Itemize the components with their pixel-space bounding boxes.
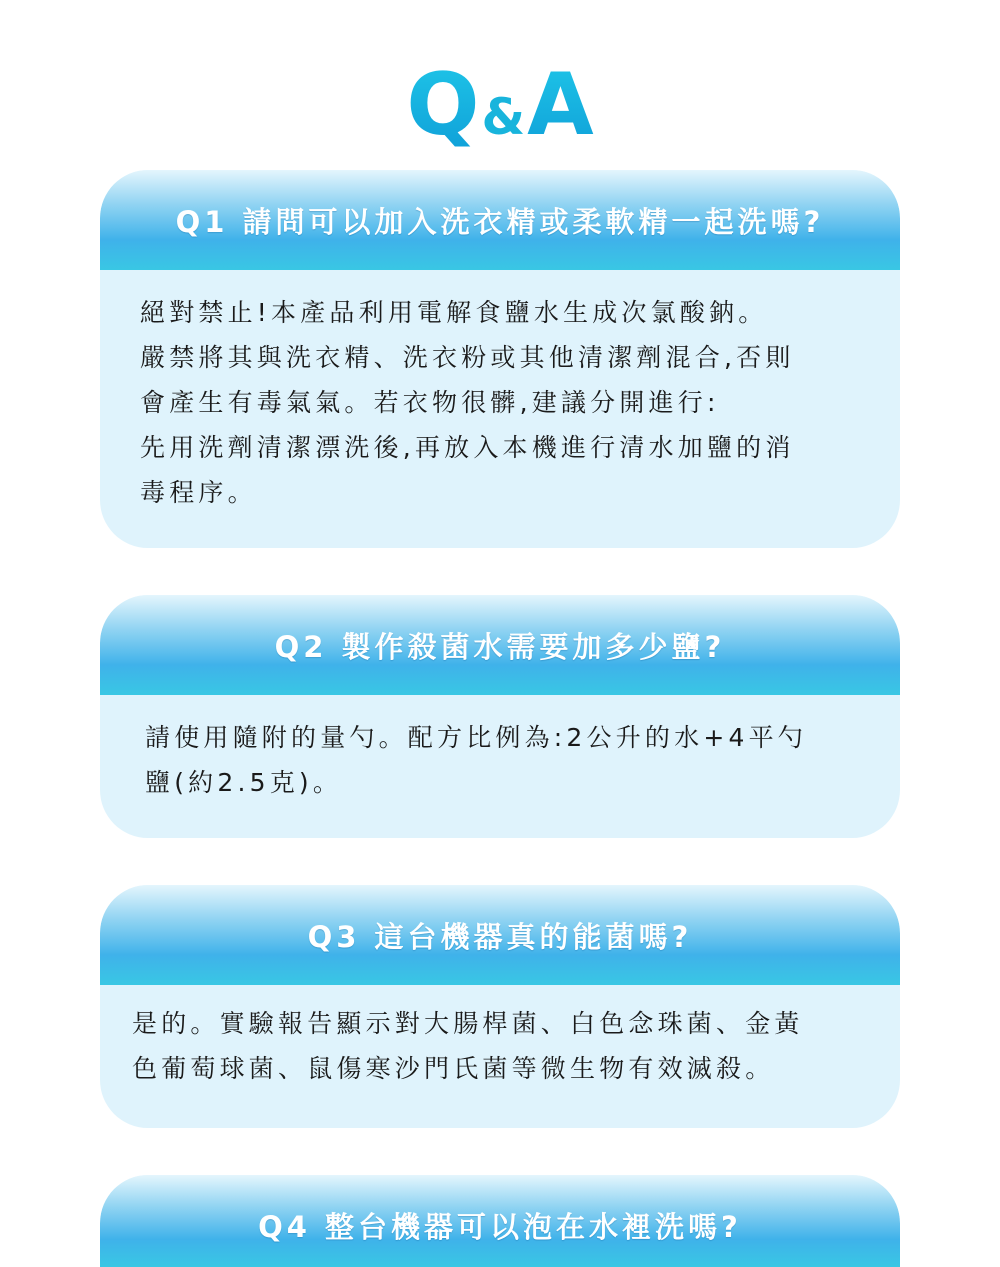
answer-line: 鹽(約2.5克)。 xyxy=(145,768,343,797)
faq-question-header xyxy=(100,1175,900,1267)
answer-line: 色葡萄球菌、鼠傷寒沙門氏菌等微生物有效滅殺。 xyxy=(132,1054,775,1083)
faq-question: Q3 這台機器真的能菌嗎? xyxy=(307,919,693,954)
title-a: A xyxy=(527,55,594,155)
answer-line: 絕對禁止!本產品利用電解食鹽水生成次氯酸鈉。 xyxy=(140,298,768,327)
faq-question-header xyxy=(100,595,900,695)
faq-card-3 xyxy=(100,885,900,1128)
title-ampersand: & xyxy=(481,88,526,146)
faq-card-4 xyxy=(100,1175,900,1267)
answer-line: 毒程序。 xyxy=(140,478,257,507)
qa-title xyxy=(0,55,1000,155)
answer-line: 嚴禁將其與洗衣精、洗衣粉或其他清潔劑混合,否則 xyxy=(140,343,795,372)
faq-answer xyxy=(100,695,900,805)
title-q: Q xyxy=(406,55,480,155)
faq-question: Q2 製作殺菌水需要加多少鹽? xyxy=(274,629,726,664)
faq-answer xyxy=(100,985,900,1091)
faq-answer xyxy=(100,270,900,515)
answer-line: 請使用隨附的量勺。配方比例為:2公升的水+4平勺 xyxy=(145,723,807,752)
faq-card-1 xyxy=(100,170,900,548)
faq-card-2 xyxy=(100,595,900,838)
answer-line: 先用洗劑清潔漂洗後,再放入本機進行清水加鹽的消 xyxy=(140,433,795,462)
answer-line: 是的。實驗報告顯示對大腸桿菌、白色念珠菌、金黃 xyxy=(132,1009,804,1038)
faq-question: Q4 整台機器可以泡在水裡洗嗎? xyxy=(258,1209,742,1244)
faq-question-header xyxy=(100,170,900,270)
faq-question-header xyxy=(100,885,900,985)
faq-question: Q1 請問可以加入洗衣精或柔軟精一起洗嗎? xyxy=(175,204,825,239)
answer-line: 會產生有毒氣氣。若衣物很髒,建議分開進行: xyxy=(140,388,720,417)
